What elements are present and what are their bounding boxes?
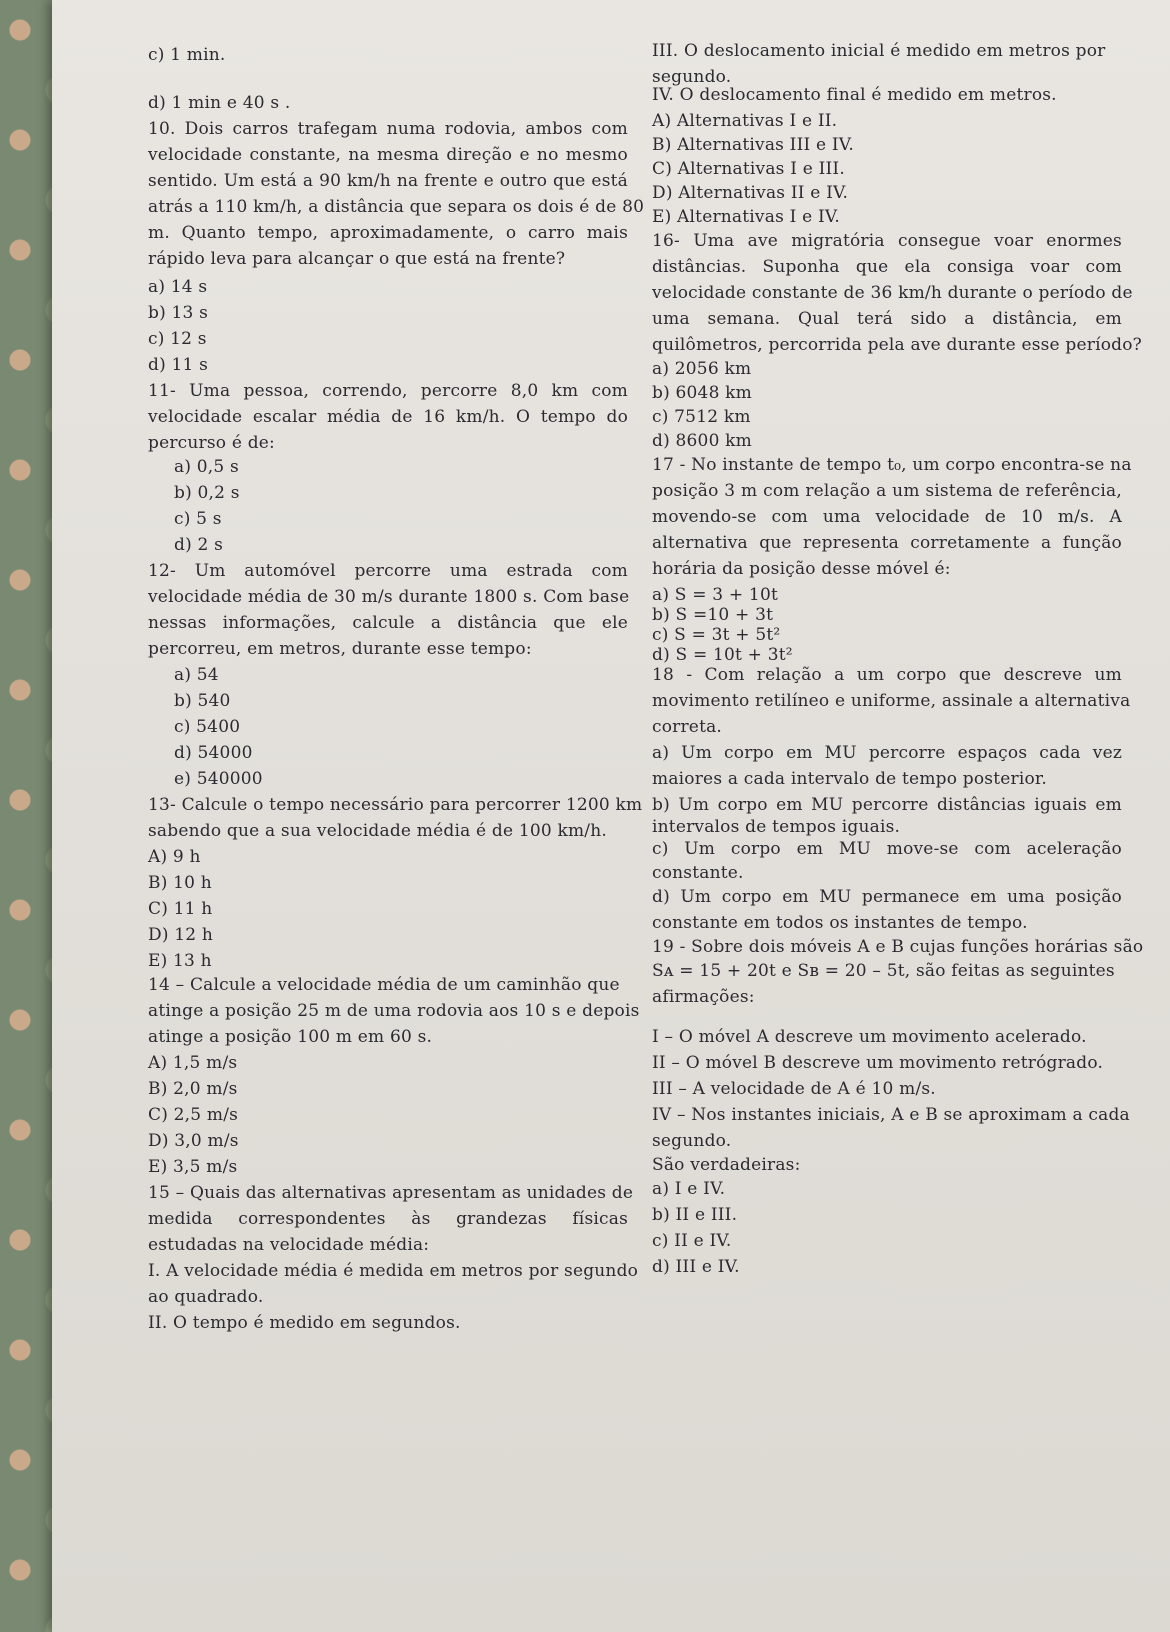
right-column-line: c) Um corpo em MU move-se com aceleração xyxy=(652,839,1122,859)
right-column-line: I – O móvel A descreve um movimento acelerado. xyxy=(652,1027,1087,1047)
left-column-line: b) 0,2 s xyxy=(174,483,240,503)
left-column-line: atinge a posição 25 m de uma rodovia aos 10 s e depois xyxy=(148,1001,640,1021)
right-column-line: B) Alternativas III e IV. xyxy=(652,135,854,155)
right-column-line: IV. O deslocamento final é medido em metros. xyxy=(652,85,1057,105)
right-column-line: a) I e IV. xyxy=(652,1179,726,1199)
left-column-line: 10. Dois carros trafegam numa rodovia, ambos com xyxy=(148,119,628,139)
right-column-line: segundo. xyxy=(652,67,732,87)
left-column-line: atinge a posição 100 m em 60 s. xyxy=(148,1027,433,1047)
left-column-line: c) 5 s xyxy=(174,509,222,529)
right-column-line: distâncias. Suponha que ela consiga voar com xyxy=(652,257,1122,277)
left-column-line: E) 13 h xyxy=(148,951,212,971)
right-column-line: intervalos de tempos iguais. xyxy=(652,817,901,837)
right-column-line: 19 - Sobre dois móveis A e B cujas funções horárias são xyxy=(652,937,1144,957)
right-column-line: alternativa que representa corretamente a função xyxy=(652,533,1122,553)
left-column-line: d) 54000 xyxy=(174,743,253,763)
exam-sheet xyxy=(52,0,1170,1632)
right-column-line: d) S = 10t + 3t² xyxy=(652,645,793,665)
left-column-line: velocidade média de 30 m/s durante 1800 s. Com base xyxy=(148,587,630,607)
right-column-line: movendo-se com uma velocidade de 10 m/s. A xyxy=(652,507,1122,527)
left-column-line: d) 2 s xyxy=(174,535,224,555)
left-column-line: 14 – Calcule a velocidade média de um caminhão que xyxy=(148,975,620,995)
right-column-line: 18 - Com relação a um corpo que descreve um xyxy=(652,665,1122,685)
right-column-line: C) Alternativas I e III. xyxy=(652,159,845,179)
right-column-line: a) Um corpo em MU percorre espaços cada vez xyxy=(652,743,1122,763)
right-column-line: velocidade constante de 36 km/h durante o período de xyxy=(652,283,1133,303)
left-column-line: medida correspondentes às grandezas físicas xyxy=(148,1209,628,1229)
left-column-line: d) 1 min e 40 s . xyxy=(148,93,291,113)
left-column-line: estudadas na velocidade média: xyxy=(148,1235,430,1255)
left-column-line: atrás a 110 km/h, a distância que separa os dois é de 80 xyxy=(148,197,645,217)
left-column-line: B) 2,0 m/s xyxy=(148,1079,238,1099)
right-column-line: E) Alternativas I e IV. xyxy=(652,207,841,227)
left-column-line: a) 54 xyxy=(174,665,219,685)
left-column-line: c) 1 min. xyxy=(148,45,226,65)
left-column-line: velocidade constante, na mesma direção e no mesmo xyxy=(148,145,628,165)
left-column-line: sabendo que a sua velocidade média é de 100 km/h. xyxy=(148,821,607,841)
left-column-line: I. A velocidade média é medida em metros por segundo xyxy=(148,1261,639,1281)
right-column-line: d) III e IV. xyxy=(652,1257,740,1277)
left-column-line: E) 3,5 m/s xyxy=(148,1157,238,1177)
right-column-line: IV – Nos instantes iniciais, A e B se aproximam a cada xyxy=(652,1105,1130,1125)
right-column-line: a) S = 3 + 10t xyxy=(652,585,779,605)
left-column-line: A) 1,5 m/s xyxy=(148,1053,238,1073)
left-column-line: sentido. Um está a 90 km/h na frente e outro que está xyxy=(148,171,628,191)
left-column-line: C) 11 h xyxy=(148,899,213,919)
right-column-line: b) Um corpo em MU percorre distâncias iguais em xyxy=(652,795,1122,815)
right-column-line: Sᴀ = 15 + 20t e Sʙ = 20 – 5t, são feitas as seguintes xyxy=(652,961,1115,981)
right-column-line: 16- Uma ave migratória consegue voar enormes xyxy=(652,231,1122,251)
left-column-line: c) 5400 xyxy=(174,717,241,737)
right-column-line: D) Alternativas II e IV. xyxy=(652,183,849,203)
left-column-line: II. O tempo é medido em segundos. xyxy=(148,1313,461,1333)
left-column-line: percorreu, em metros, durante esse tempo: xyxy=(148,639,532,659)
left-column-line: ao quadrado. xyxy=(148,1287,264,1307)
right-column-line: a) 2056 km xyxy=(652,359,752,379)
right-column-line: quilômetros, percorrida pela ave durante esse período? xyxy=(652,335,1142,355)
right-column-line: constante. xyxy=(652,863,744,883)
right-column-line: c) S = 3t + 5t² xyxy=(652,625,781,645)
left-column-line: B) 10 h xyxy=(148,873,212,893)
left-column-line: 13- Calcule o tempo necessário para percorrer 1200 km xyxy=(148,795,643,815)
right-column-line: d) Um corpo em MU permanece em uma posição xyxy=(652,887,1122,907)
right-column-line: b) II e III. xyxy=(652,1205,738,1225)
left-column-line: C) 2,5 m/s xyxy=(148,1105,239,1125)
right-column-line: movimento retilíneo e uniforme, assinale a alternativa xyxy=(652,691,1131,711)
left-column-line: percurso é de: xyxy=(148,433,275,453)
right-column-line: horária da posição desse móvel é: xyxy=(652,559,951,579)
left-column-line: 12- Um automóvel percorre uma estrada com xyxy=(148,561,628,581)
right-column-line: c) 7512 km xyxy=(652,407,751,427)
right-column-line: III – A velocidade de A é 10 m/s. xyxy=(652,1079,936,1099)
right-column-line: b) 6048 km xyxy=(652,383,753,403)
left-column-line: 11- Uma pessoa, correndo, percorre 8,0 km com xyxy=(148,381,628,401)
right-column-line: constante em todos os instantes de tempo. xyxy=(652,913,1028,933)
left-column-line: D) 3,0 m/s xyxy=(148,1131,239,1151)
right-column-line: maiores a cada intervalo de tempo posterior. xyxy=(652,769,1047,789)
right-column-line: correta. xyxy=(652,717,723,737)
right-column-line: A) Alternativas I e II. xyxy=(652,111,838,131)
left-column-line: m. Quanto tempo, aproximadamente, o carro mais xyxy=(148,223,628,243)
right-column-line: afirmações: xyxy=(652,987,755,1007)
left-column-line: A) 9 h xyxy=(148,847,201,867)
right-column-line: posição 3 m com relação a um sistema de referência, xyxy=(652,481,1122,501)
left-column-line: rápido leva para alcançar o que está na frente? xyxy=(148,249,566,269)
left-column-line: d) 11 s xyxy=(148,355,209,375)
left-column-line: b) 13 s xyxy=(148,303,209,323)
left-column-line: nessas informações, calcule a distância que ele xyxy=(148,613,628,633)
right-column-line: d) 8600 km xyxy=(652,431,753,451)
right-column-line: São verdadeiras: xyxy=(652,1155,801,1175)
left-column-line: e) 540000 xyxy=(174,769,263,789)
left-column-line: c) 12 s xyxy=(148,329,207,349)
right-column-line: uma semana. Qual terá sido a distância, em xyxy=(652,309,1122,329)
right-column-line: III. O deslocamento inicial é medido em metros por xyxy=(652,41,1106,61)
left-column-line: velocidade escalar média de 16 km/h. O tempo do xyxy=(148,407,628,427)
right-column-line: 17 - No instante de tempo t₀, um corpo encontra-se na xyxy=(652,455,1132,475)
left-column-line: 15 – Quais das alternativas apresentam as unidades de xyxy=(148,1183,634,1203)
left-column-line: a) 0,5 s xyxy=(174,457,239,477)
left-column-line: b) 540 xyxy=(174,691,231,711)
right-column-line: II – O móvel B descreve um movimento retrógrado. xyxy=(652,1053,1104,1073)
right-column-line: b) S =10 + 3t xyxy=(652,605,774,625)
left-column-line: a) 14 s xyxy=(148,277,208,297)
right-column-line: c) II e IV. xyxy=(652,1231,732,1251)
left-column-line: D) 12 h xyxy=(148,925,214,945)
right-column-line: segundo. xyxy=(652,1131,732,1151)
